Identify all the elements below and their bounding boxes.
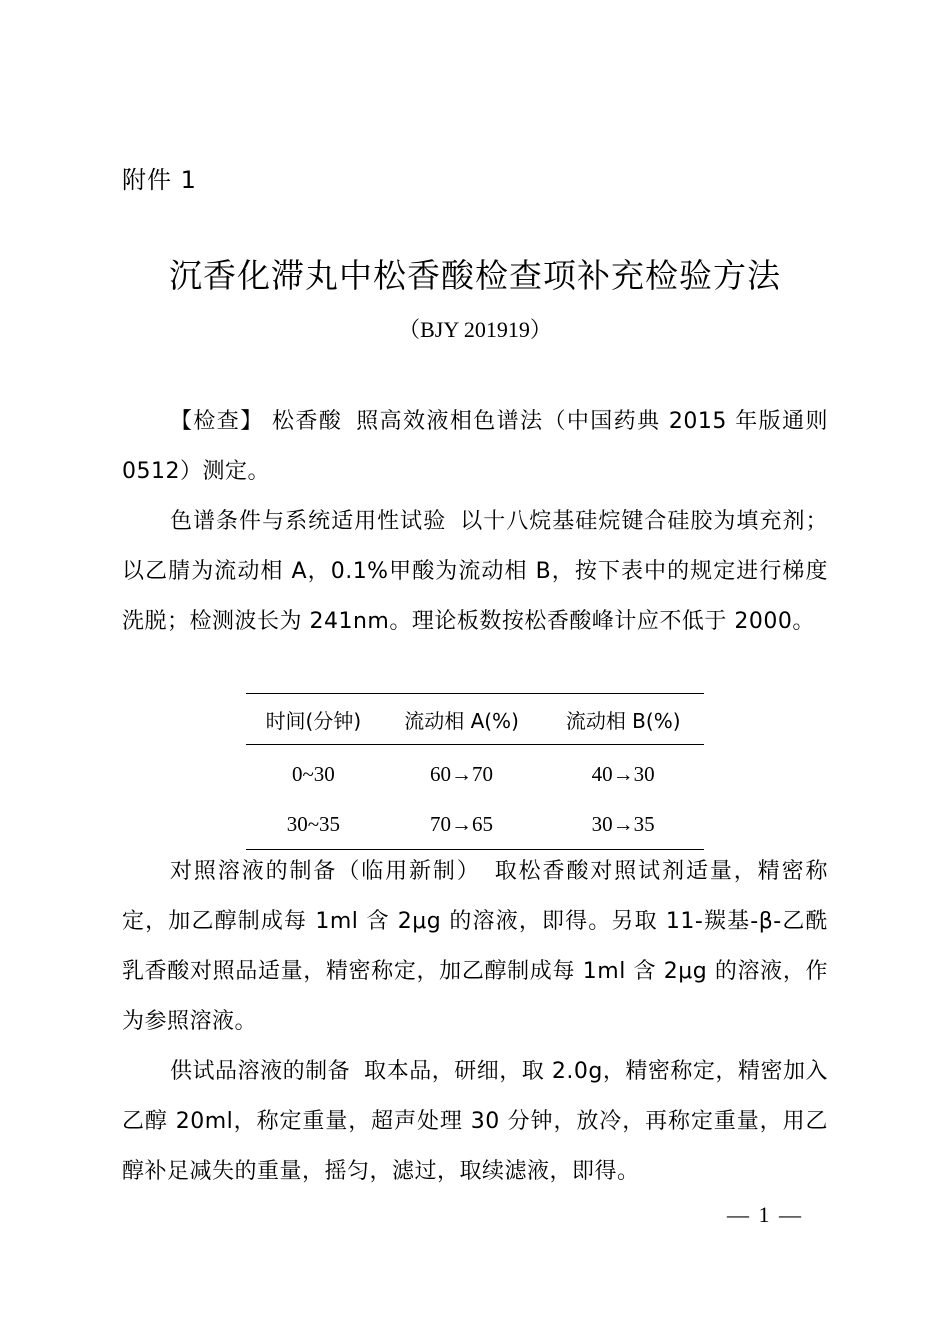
document-code: （BJY 201919） [398, 317, 552, 342]
cell-time: 0~30 [291, 761, 335, 786]
table-row [246, 745, 704, 800]
cell-time: 30~35 [286, 811, 341, 836]
header-phase-a: 流动相 A(%) [404, 708, 519, 733]
document-title: 沉香化滞丸中松香酸检查项补充检验方法 [169, 256, 781, 295]
inspection-lead: 【检查】 松香酸 [170, 409, 343, 434]
cell-phase-b: 40→30 [591, 761, 655, 786]
gradient-table-header-row [246, 694, 704, 745]
inspection-text: 照高效液相色谱法（中国药典 2015 年版通则 0512）测定。 [122, 409, 828, 484]
chromatography-text: 以十八烷基硅烷键合硅胶为填充剂；以乙腈为流动相 A，0.1%甲酸为流动相 B，按下表中的规定进行梯度洗脱；检测波长为 241nm。理论板数按松香酸峰计应不低于 2000。 [122, 509, 828, 634]
chromatography-lead: 色谱条件与系统适用性试验 [170, 509, 447, 534]
page-number: — 1 — [727, 1202, 803, 1227]
attachment-label: 附件 1 [122, 166, 197, 194]
cell-phase-a: 70→65 [430, 811, 494, 836]
test-solution-text: 取本品，研细，取 2.0g，精密称定，精密加入乙醇 20ml，称定重量，超声处理 30 分钟，放冷，再称定重量，用乙醇补足减失的重量，摇匀，滤过，取续滤液，即得。 [122, 1059, 828, 1184]
test-solution-paragraph [122, 1047, 828, 1197]
cell-phase-a: 60→70 [430, 761, 494, 786]
header-time: 时间(分钟) [265, 708, 362, 733]
header-phase-b: 流动相 B(%) [565, 708, 681, 733]
cell-phase-b: 30→35 [591, 811, 655, 836]
gradient-table [246, 693, 704, 850]
reference-solution-lead: 对照溶液的制备（临用新制） [170, 859, 481, 884]
reference-solution-paragraph [122, 847, 828, 1047]
reference-solution-text: 取松香酸对照试剂适量，精密称定，加乙醇制成每 1ml 含 2μg 的溶液，即得。另取 11-羰基-β-乙酰乳香酸对照品适量，精密称定，加乙醇制成每 1ml 含 2μg 的溶液，作为参照溶液。 [122, 859, 828, 1034]
inspection-paragraph [122, 397, 828, 497]
table-row [246, 799, 704, 850]
test-solution-lead: 供试品溶液的制备 [170, 1059, 351, 1084]
chromatography-paragraph [122, 497, 828, 647]
